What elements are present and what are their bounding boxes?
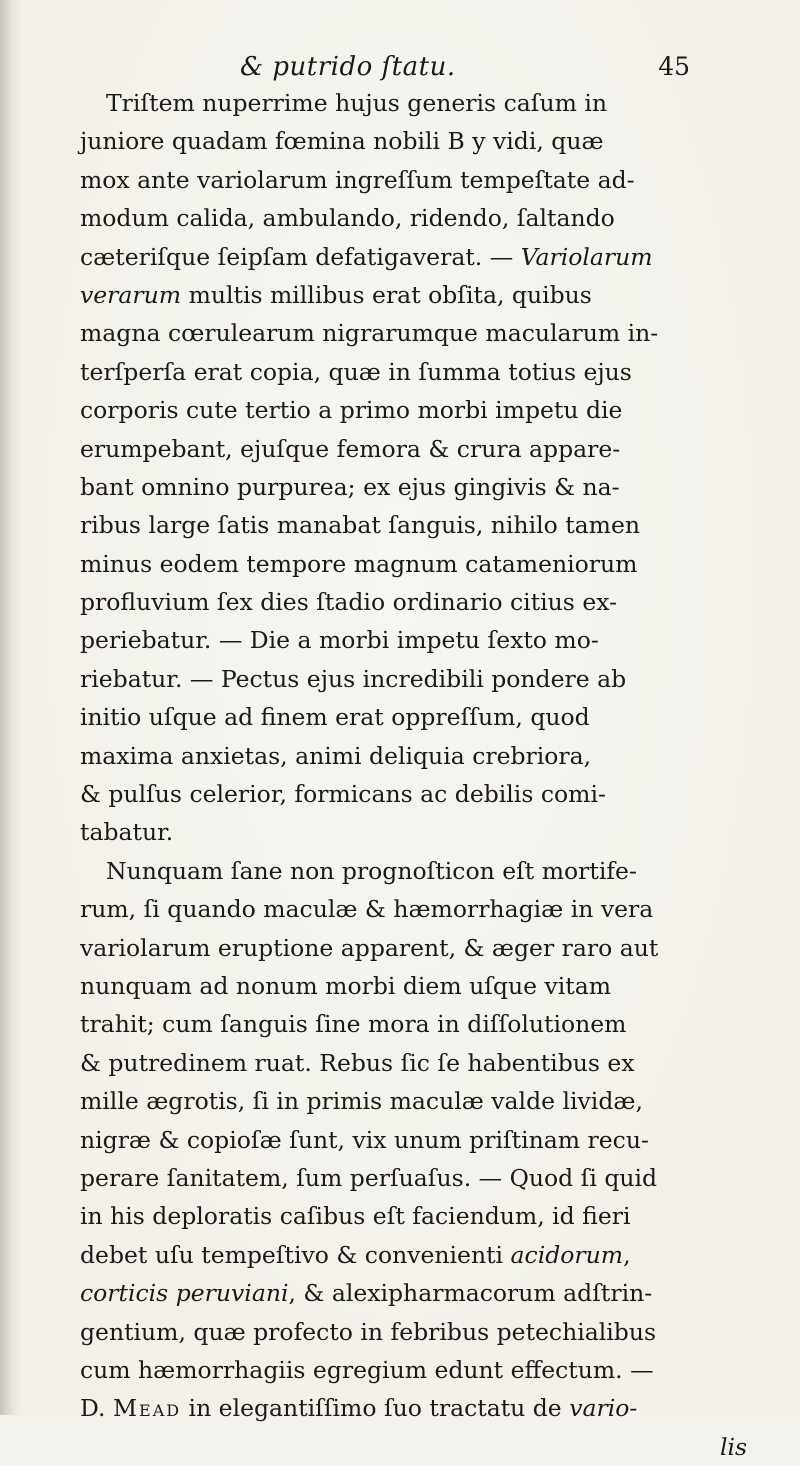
text-line [80,468,780,506]
text-segment: maxima anxietas, animi deliquia crebriora, [80,741,592,770]
text-segment: nigræ & copioſæ ſunt, vix unum priſtinam recu- [80,1125,649,1154]
text-segment: perare ſanitatem, ſum perſuaſus. — Quod ſi quid [80,1163,658,1192]
text-line [80,775,780,813]
text-line [80,84,780,122]
text-line [80,545,780,583]
text-segment: , [623,1240,631,1269]
text-line [80,161,780,199]
text-line [80,1236,780,1274]
running-title: & putrido ſtatu. [240,52,456,82]
text-segment: mox ante variolarum ingreſſum tempeſtate ad- [80,165,635,194]
text-segment: in elegantiſſimo ſuo tractatu de [181,1394,570,1423]
text-segment: acidorum [510,1240,624,1269]
text-line [80,583,780,621]
text-segment: gentium, quæ profecto in febribus petechialibus [80,1317,657,1346]
text-segment: ribus large ſatis manabat ſanguis, nihilo tamen [80,511,640,540]
text-segment: corporis cute tertio a primo morbi impetu die [80,396,623,425]
text-segment: minus eodem tempore magnum catameniorum [80,549,638,578]
text-line [80,852,780,890]
text-line [80,314,780,352]
text-segment: D. [80,1394,113,1423]
text-segment: initio uſque ad finem erat oppreſſum, quod [80,703,590,732]
text-segment: rum, ſi quando maculæ & hæmorrhagiæ in vera [80,895,654,924]
text-segment: modum calida, ambulando, ridendo, ſaltando [80,204,615,233]
text-segment: tabatur. [80,818,174,847]
text-line [80,929,780,967]
text-segment: cæteriſque ſeipſam defatigaverat. — [80,242,521,271]
text-line [80,353,780,391]
text-line [80,660,780,698]
text-line [80,737,780,775]
text-line [80,967,780,1005]
text-segment: Triſtem nuperrime hujus generis caſum in [106,89,607,117]
text-segment: trahit; cum ſanguis ſine mora in diſſolutionem [80,1010,627,1039]
text-segment: juniore quadam fœmina nobili B y vidi, quæ [80,127,604,156]
text-segment: periebatur. — Die a morbi impetu ſexto mo- [80,626,599,655]
text-segment: Nunquam ſane non prognoſticon eſt mortife- [106,856,637,885]
text-segment: & pulſus celerior, formicans ac debilis comi- [80,780,606,809]
text-segment: vario- [569,1394,638,1423]
text-segment: Mead [112,1394,182,1423]
text-line [80,430,780,468]
text-line [80,1044,780,1082]
text-line [80,276,780,314]
text-line [80,1197,780,1235]
text-segment: & putredinem ruat. Rebus ſic ſe habentibus ex [80,1048,635,1077]
text-line [80,1005,780,1043]
text-segment: variolarum eruptione apparent, & æger raro aut [80,933,659,962]
text-segment: nunquam ad nonum morbi diem uſque vitam [80,971,612,1000]
text-segment: cum hæmorrhagiis egregium edunt effectum. — [80,1355,654,1384]
text-line [80,122,780,160]
page-number: 45 [658,52,690,81]
text-line [80,238,780,276]
text-segment: riebatur. — Pectus ejus incredibili pondere ab [80,664,627,693]
text-segment: , & alexipharmacorum adſtrin- [288,1279,653,1308]
text-segment: in his deploratis caſibus eſt faciendum, id fieri [80,1202,631,1231]
text-segment: Variolarum [520,242,653,271]
text-line [80,1313,780,1351]
text-segment: erumpebant, ejuſque femora & crura appare- [80,434,621,463]
text-line [80,199,780,237]
text-segment: verarum [80,280,182,309]
text-segment: bant omnino purpurea; ex ejus gingivis & na- [80,472,620,501]
text-line [80,1351,780,1389]
text-segment: corticis peruviani [80,1279,289,1308]
text-segment: mille ægrotis, ſi in primis maculæ valde lividæ, [80,1087,643,1116]
text-line [80,890,780,928]
text-segment: profluvium ſex dies ſtadio ordinario citius ex- [80,588,618,617]
text-segment: terſperſa erat copia, quæ in ſumma totius ejus [80,357,632,386]
body-text [80,84,780,1466]
text-line [80,1159,780,1197]
text-line [80,621,780,659]
gutter-shadow [0,0,22,1415]
text-line [80,813,780,851]
text-segment: magna cœrulearum nigrarumque macularum in- [80,319,659,348]
text-line [80,698,780,736]
text-segment: multis millibus erat obſita, quibus [181,280,592,309]
catchword: lis [720,1432,748,1461]
text-line [80,1389,780,1427]
text-line [80,1082,780,1120]
text-line [80,1121,780,1159]
text-line [80,391,780,429]
text-line [80,1274,780,1312]
text-line [80,506,780,544]
text-segment: debet uſu tempeſtivo & convenienti [80,1240,511,1269]
